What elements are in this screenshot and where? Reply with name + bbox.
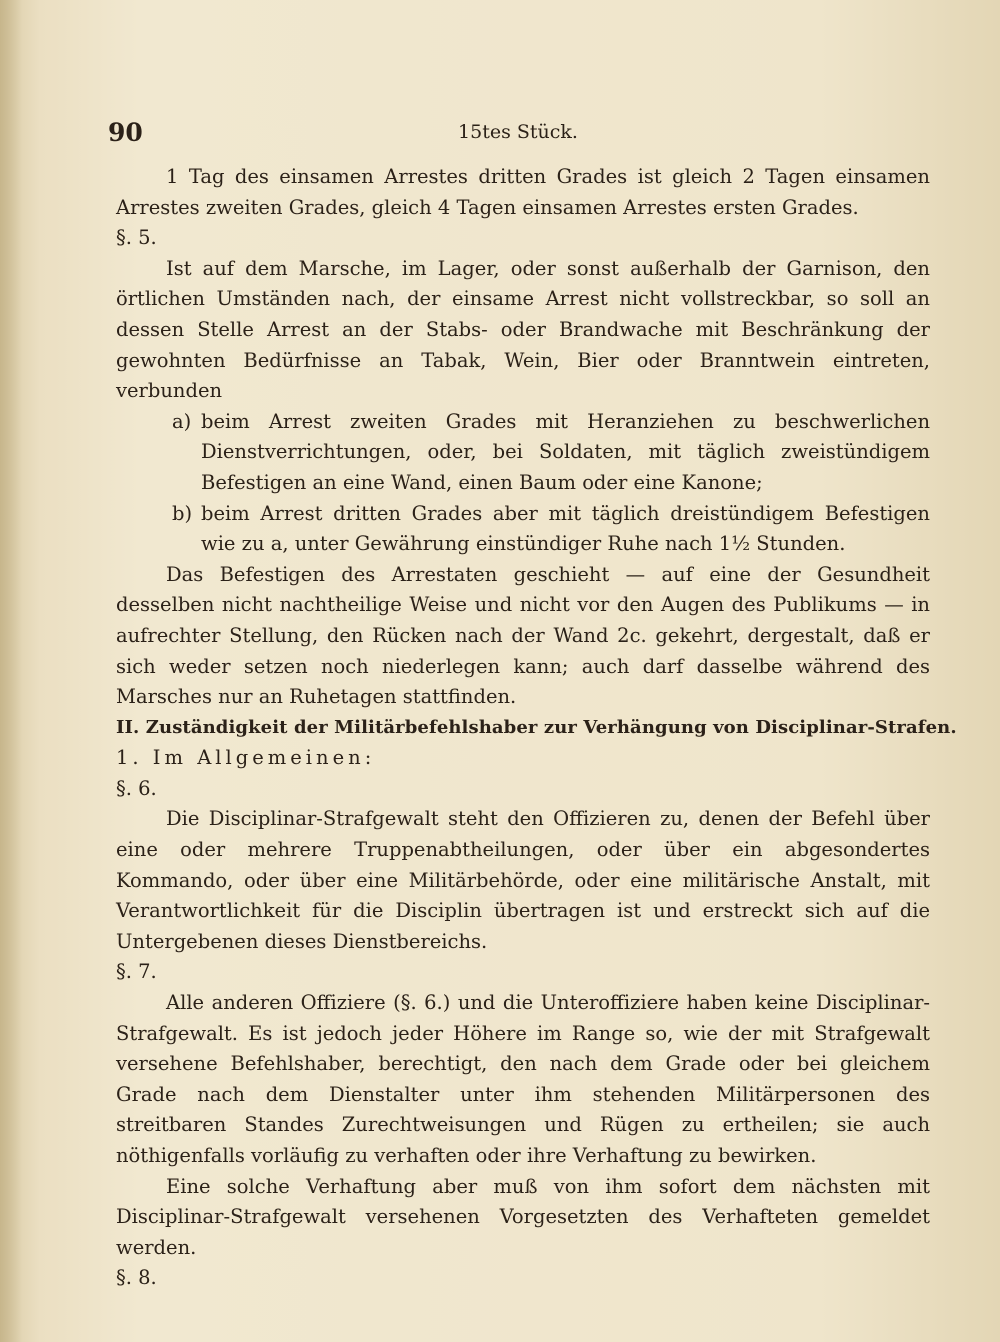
list-item-text: beim Arrest dritten Grades aber mit täglich dreistündigem Befestigen wie zu a, unter Gewährung einstündiger Ruhe nach 1½ Stunden.: [201, 501, 930, 556]
paragraph: 1 Tag des einsamen Arrestes dritten Grades ist gleich 2 Tagen einsamen Arrestes zweiten Grades, gleich 4 Tagen einsamen Arrestes ersten Grades.: [116, 165, 930, 219]
paragraph: Das Befestigen des Arrestaten geschieht — auf eine der Gesundheit desselben nicht nachtheilige Weise und nicht vor den Augen des Publikums — in aufrechter Stellung, den Rücken nach der Wand 2c. gekehrt, dergestalt, daß er sich weder setzen noch niederlegen kann; auch darf dasselbe während des Marsches nur an Ruhetagen stattfinden.: [116, 562, 930, 709]
list-item-label: b): [172, 501, 193, 525]
page-header: [108, 118, 928, 148]
paragraph: Ist auf dem Marsche, im Lager, oder sonst außerhalb der Garnison, den örtlichen Umständen nach, der einsame Arrest nicht vollstreckbar, so soll an dessen Stelle Arrest an der Stabs- oder Brandwache mit Beschränkung der gewohnten Bedürfnisse an Tabak, Wein, Bier oder Branntwein eintreten, verbunden: [116, 256, 930, 403]
running-head: 15tes Stück.: [458, 121, 578, 143]
paragraph: Die Disciplinar-Strafgewalt steht den Offizieren zu, denen der Befehl über eine oder mehrere Truppenabtheilungen, oder über ein abgesondertes Kommando, oder über eine Militärbehörde, oder eine militärische Anstalt, mit Verantwortlichkeit für die Disciplin übertragen ist und erstreckt sich auf die Untergebenen dieses Dienstbereichs.: [116, 807, 930, 953]
section-heading: §. 5.: [116, 226, 157, 250]
chapter-heading: II. Zuständigkeit der Militärbefehlshaber zur Verhängung von Disciplinar-Strafen.: [116, 716, 957, 738]
subsection-heading: 1. Im Allgemeinen:: [116, 746, 376, 770]
page-binding-shadow: [0, 0, 22, 1342]
catchword: §. 8.: [116, 1266, 157, 1290]
list-item-label: a): [172, 409, 192, 433]
list-item-text: beim Arrest zweiten Grades mit Heranziehen zu beschwerlichen Dienstverrichtungen, oder, bei Soldaten, mit täglich zweistündigem Befestigen an eine Wand, einen Baum oder eine Kanone;: [201, 409, 930, 494]
paragraph: Eine solche Verhaftung aber muß von ihm sofort dem nächsten mit Disciplinar-Strafgewalt versehenen Vorgesetzten des Verhafteten gemeldet werden.: [116, 1174, 930, 1259]
page-number: 90: [108, 118, 143, 147]
list-item: [116, 407, 930, 499]
list-item: [116, 499, 930, 560]
paragraph: Alle anderen Offiziere (§. 6.) und die Unteroffiziere haben keine Disciplinar-Strafgewalt. Es ist jedoch jeder Höhere im Range so, wie der mit Strafgewalt versehene Befehlshaber, berechtigt, den nach dem Grade oder bei gleichem Grade nach dem Dienstalter unter ihm stehenden Militärpersonen des streitbaren Standes Zurechtweisungen und Rügen zu ertheilen; sie auch nöthigenfalls vorläufig zu verhaften oder ihre Verhaftung zu bewirken.: [116, 991, 930, 1167]
section-heading: §. 7.: [116, 960, 157, 984]
section-heading: §. 6.: [116, 776, 157, 800]
document-body: [116, 162, 957, 1294]
